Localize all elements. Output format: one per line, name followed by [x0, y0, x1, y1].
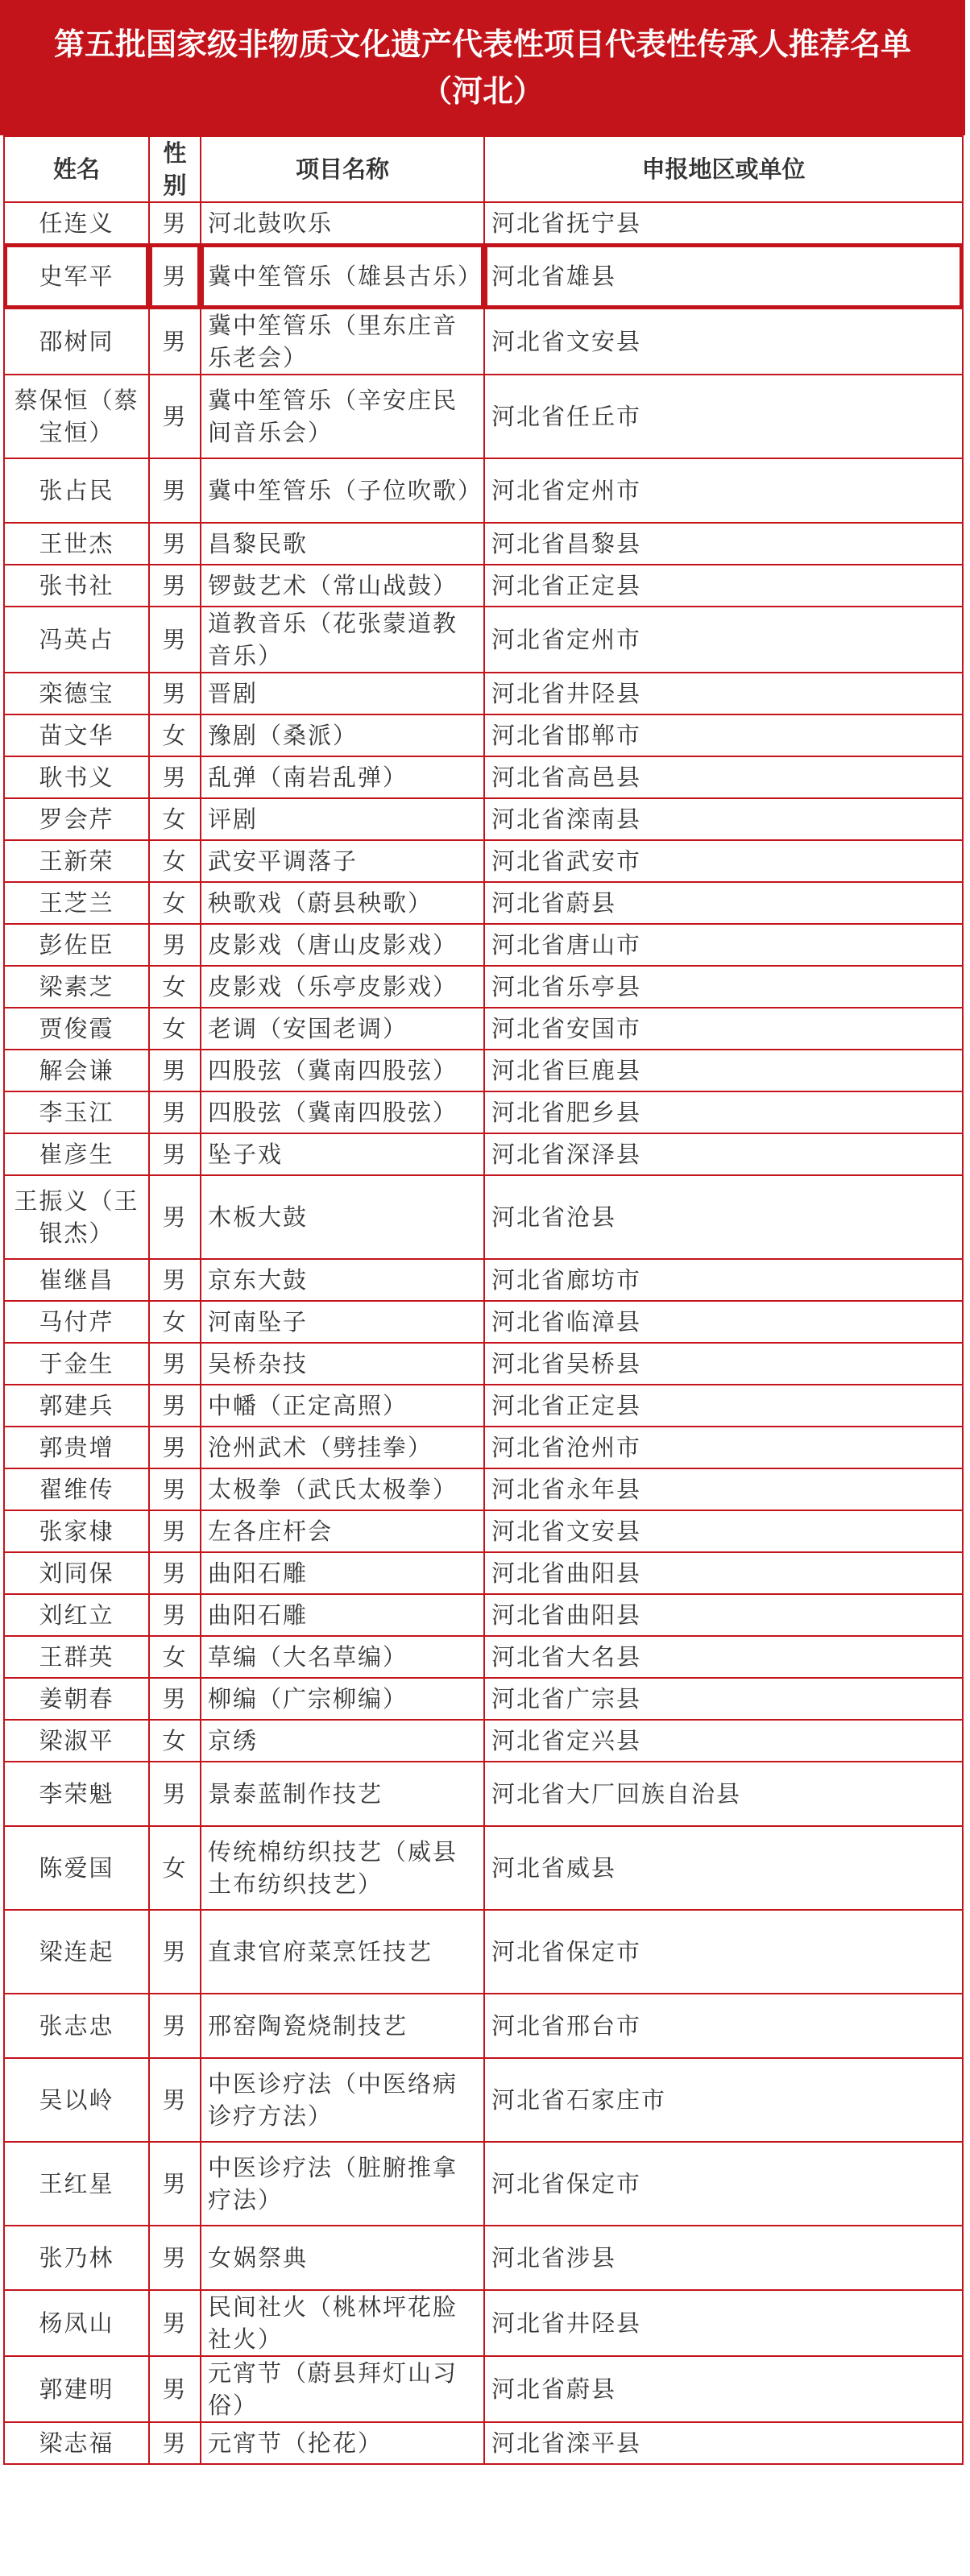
cell-project: 皮影戏（唐山皮影戏） [201, 924, 484, 966]
cell-region: 河北省文安县 [484, 309, 963, 375]
cell-gender: 男 [149, 565, 201, 607]
cell-project: 曲阳石雕 [201, 1594, 484, 1636]
table-row [4, 1050, 963, 1091]
cell-gender: 男 [149, 1510, 201, 1552]
cell-name: 翟维传 [4, 1468, 149, 1510]
cell-project: 晋剧 [201, 673, 484, 714]
cell-region: 河北省唐山市 [484, 924, 963, 966]
cell-gender: 男 [149, 1343, 201, 1385]
table-row [4, 309, 963, 375]
cell-region: 河北省大名县 [484, 1636, 963, 1678]
cell-gender: 男 [149, 1091, 201, 1133]
cell-gender: 男 [149, 375, 201, 458]
page-title [0, 0, 965, 135]
cell-project: 景泰蓝制作技艺 [201, 1762, 484, 1826]
cell-name: 史军平 [4, 244, 149, 309]
cell-project: 太极拳（武氏太极拳） [201, 1468, 484, 1510]
cell-gender: 男 [149, 1468, 201, 1510]
cell-region: 河北省肥乡县 [484, 1091, 963, 1133]
table-row [4, 1594, 963, 1636]
table-row [4, 375, 963, 458]
cell-name: 贾俊霞 [4, 1008, 149, 1050]
cell-name: 耿书义 [4, 756, 149, 798]
cell-region: 河北省昌黎县 [484, 523, 963, 565]
cell-gender: 男 [149, 673, 201, 714]
cell-project: 武安平调落子 [201, 840, 484, 882]
cell-name: 吴以岭 [4, 2058, 149, 2142]
cell-name: 梁志福 [4, 2422, 149, 2464]
cell-region: 河北省邢台市 [484, 1994, 963, 2058]
cell-name: 张占民 [4, 458, 149, 523]
cell-project: 京东大鼓 [201, 1259, 484, 1301]
cell-project: 锣鼓艺术（常山战鼓） [201, 565, 484, 607]
cell-name: 罗会芹 [4, 798, 149, 840]
cell-name: 彭佐臣 [4, 924, 149, 966]
cell-gender: 男 [149, 2422, 201, 2464]
table-row [4, 1468, 963, 1510]
cell-region: 河北省临漳县 [484, 1301, 963, 1343]
cell-name: 崔继昌 [4, 1259, 149, 1301]
cell-name: 郭建兵 [4, 1385, 149, 1427]
cell-gender: 女 [149, 1720, 201, 1762]
table-row [4, 1762, 963, 1826]
cell-project: 中幡（正定高照） [201, 1385, 484, 1427]
table-row [4, 1343, 963, 1385]
table-row [4, 1826, 963, 1910]
cell-region: 河北省定州市 [484, 458, 963, 523]
cell-gender: 男 [149, 1678, 201, 1720]
cell-region: 河北省抚宁县 [484, 202, 963, 244]
cell-region: 河北省保定市 [484, 2142, 963, 2226]
table-row [4, 565, 963, 607]
cell-gender: 男 [149, 756, 201, 798]
cell-region: 河北省曲阳县 [484, 1552, 963, 1594]
cell-gender: 男 [149, 1552, 201, 1594]
cell-project: 秧歌戏（蔚县秧歌） [201, 882, 484, 924]
table-row [4, 2226, 963, 2290]
cell-region: 河北省永年县 [484, 1468, 963, 1510]
cell-gender: 男 [149, 607, 201, 673]
table-row [4, 2142, 963, 2226]
cell-gender: 男 [149, 1385, 201, 1427]
cell-name: 梁素芝 [4, 966, 149, 1008]
cell-project: 河南坠子 [201, 1301, 484, 1343]
cell-gender: 男 [149, 458, 201, 523]
cell-project: 女娲祭典 [201, 2226, 484, 2290]
cell-project: 老调（安国老调） [201, 1008, 484, 1050]
cell-project: 冀中笙管乐（里东庄音乐老会） [201, 309, 484, 375]
cell-region: 河北省大厂回族自治县 [484, 1762, 963, 1826]
table-row [4, 1427, 963, 1468]
table-row [4, 523, 963, 565]
cell-region: 河北省任丘市 [484, 375, 963, 458]
cell-region: 河北省保定市 [484, 1910, 963, 1994]
cell-name: 张乃林 [4, 2226, 149, 2290]
cell-name: 王红星 [4, 2142, 149, 2226]
cell-name: 马付芹 [4, 1301, 149, 1343]
cell-region: 河北省涉县 [484, 2226, 963, 2290]
cell-gender: 男 [149, 1910, 201, 1994]
cell-gender: 男 [149, 523, 201, 565]
cell-name: 冯英占 [4, 607, 149, 673]
cell-region: 河北省滦平县 [484, 2422, 963, 2464]
cell-gender: 男 [149, 2058, 201, 2142]
cell-project: 中医诊疗法（中医络病诊疗方法） [201, 2058, 484, 2142]
inheritor-table [3, 135, 964, 2465]
header-project: 项目名称 [201, 136, 484, 202]
cell-name: 梁淑平 [4, 1720, 149, 1762]
cell-name: 刘红立 [4, 1594, 149, 1636]
cell-project: 曲阳石雕 [201, 1552, 484, 1594]
cell-region: 河北省乐亭县 [484, 966, 963, 1008]
cell-region: 河北省邯郸市 [484, 714, 963, 756]
cell-project: 直隶官府菜烹饪技艺 [201, 1910, 484, 1994]
cell-gender: 男 [149, 2356, 201, 2422]
cell-name: 张家棣 [4, 1510, 149, 1552]
cell-name: 任连义 [4, 202, 149, 244]
cell-project: 元宵节（蔚县拜灯山习俗） [201, 2356, 484, 2422]
cell-project: 邢窑陶瓷烧制技艺 [201, 1994, 484, 2058]
cell-region: 河北省雄县 [484, 244, 963, 309]
cell-project: 四股弦（冀南四股弦） [201, 1050, 484, 1091]
cell-project: 左各庄杆会 [201, 1510, 484, 1552]
table-row [4, 2356, 963, 2422]
table-row [4, 966, 963, 1008]
cell-gender: 男 [149, 2290, 201, 2356]
cell-name: 郭建明 [4, 2356, 149, 2422]
cell-gender: 男 [149, 1133, 201, 1175]
cell-gender: 女 [149, 1301, 201, 1343]
table-row [4, 1510, 963, 1552]
table-row [4, 2058, 963, 2142]
cell-project: 冀中笙管乐（辛安庄民间音乐会） [201, 375, 484, 458]
cell-gender: 男 [149, 2142, 201, 2226]
cell-gender: 男 [149, 1762, 201, 1826]
title-line-1: 第五批国家级非物质文化遗产代表性项目代表性传承人推荐名单 [53, 27, 911, 62]
table-row [4, 798, 963, 840]
cell-gender: 男 [149, 1427, 201, 1468]
cell-name: 李玉江 [4, 1091, 149, 1133]
cell-name: 陈爱国 [4, 1826, 149, 1910]
cell-gender: 女 [149, 1636, 201, 1678]
cell-name: 苗文华 [4, 714, 149, 756]
cell-name: 张志忠 [4, 1994, 149, 2058]
cell-name: 崔彦生 [4, 1133, 149, 1175]
cell-project: 柳编（广宗柳编） [201, 1678, 484, 1720]
cell-name: 栾德宝 [4, 673, 149, 714]
cell-gender: 女 [149, 714, 201, 756]
cell-project: 中医诊疗法（脏腑推拿疗法） [201, 2142, 484, 2226]
table-row [4, 2422, 963, 2464]
table-row [4, 714, 963, 756]
cell-project: 吴桥杂技 [201, 1343, 484, 1385]
cell-name: 王群英 [4, 1636, 149, 1678]
table-row [4, 244, 963, 309]
table-row [4, 1720, 963, 1762]
cell-project: 皮影戏（乐亭皮影戏） [201, 966, 484, 1008]
cell-project: 四股弦（冀南四股弦） [201, 1091, 484, 1133]
cell-project: 豫剧（桑派） [201, 714, 484, 756]
cell-project: 民间社火（桃林坪花脸社火） [201, 2290, 484, 2356]
table-header-row [4, 136, 963, 202]
cell-name: 于金生 [4, 1343, 149, 1385]
cell-region: 河北省石家庄市 [484, 2058, 963, 2142]
table-row [4, 1910, 963, 1994]
cell-project: 冀中笙管乐（子位吹歌） [201, 458, 484, 523]
cell-gender: 男 [149, 309, 201, 375]
header-name: 姓名 [4, 136, 149, 202]
table-body [4, 202, 963, 2464]
cell-project: 沧州武术（劈挂拳） [201, 1427, 484, 1468]
cell-project: 元宵节（抡花） [201, 2422, 484, 2464]
table-row [4, 1385, 963, 1427]
table-row [4, 2290, 963, 2356]
cell-name: 姜朝春 [4, 1678, 149, 1720]
cell-region: 河北省吴桥县 [484, 1343, 963, 1385]
cell-region: 河北省巨鹿县 [484, 1050, 963, 1091]
table-row [4, 1678, 963, 1720]
cell-gender: 男 [149, 2226, 201, 2290]
cell-region: 河北省高邑县 [484, 756, 963, 798]
table-row [4, 1636, 963, 1678]
cell-region: 河北省正定县 [484, 565, 963, 607]
cell-gender: 女 [149, 840, 201, 882]
title-line-2: （河北） [421, 73, 544, 109]
cell-name: 蔡保恒（蔡宝恒） [4, 375, 149, 458]
cell-name: 王芝兰 [4, 882, 149, 924]
cell-name: 王振义（王银杰） [4, 1175, 149, 1259]
cell-region: 河北省文安县 [484, 1510, 963, 1552]
cell-name: 张书社 [4, 565, 149, 607]
table-row [4, 840, 963, 882]
cell-name: 刘同保 [4, 1552, 149, 1594]
cell-gender: 女 [149, 1008, 201, 1050]
cell-region: 河北省井陉县 [484, 673, 963, 714]
cell-gender: 女 [149, 966, 201, 1008]
cell-gender: 男 [149, 1594, 201, 1636]
table-row [4, 756, 963, 798]
cell-region: 河北省廊坊市 [484, 1259, 963, 1301]
cell-project: 道教音乐（花张蒙道教音乐） [201, 607, 484, 673]
table-row [4, 1259, 963, 1301]
table-row [4, 924, 963, 966]
header-gender: 性别 [149, 136, 201, 202]
cell-region: 河北省深泽县 [484, 1133, 963, 1175]
table-row [4, 1091, 963, 1133]
cell-gender: 男 [149, 1994, 201, 2058]
table-row [4, 202, 963, 244]
cell-name: 解会谦 [4, 1050, 149, 1091]
cell-gender: 女 [149, 882, 201, 924]
cell-gender: 男 [149, 1050, 201, 1091]
cell-project: 乱弹（南岩乱弹） [201, 756, 484, 798]
cell-name: 王新荣 [4, 840, 149, 882]
cell-name: 王世杰 [4, 523, 149, 565]
table-row [4, 882, 963, 924]
cell-gender: 男 [149, 202, 201, 244]
cell-region: 河北省定兴县 [484, 1720, 963, 1762]
table-row [4, 1008, 963, 1050]
cell-gender: 女 [149, 1826, 201, 1910]
cell-region: 河北省正定县 [484, 1385, 963, 1427]
cell-region: 河北省武安市 [484, 840, 963, 882]
cell-region: 河北省井陉县 [484, 2290, 963, 2356]
table-row [4, 1133, 963, 1175]
table-row [4, 673, 963, 714]
cell-region: 河北省沧州市 [484, 1427, 963, 1468]
cell-region: 河北省滦南县 [484, 798, 963, 840]
cell-project: 昌黎民歌 [201, 523, 484, 565]
table-row [4, 1994, 963, 2058]
cell-gender: 男 [149, 1259, 201, 1301]
cell-region: 河北省曲阳县 [484, 1594, 963, 1636]
cell-name: 梁连起 [4, 1910, 149, 1994]
cell-project: 河北鼓吹乐 [201, 202, 484, 244]
cell-gender: 男 [149, 1175, 201, 1259]
cell-project: 坠子戏 [201, 1133, 484, 1175]
cell-project: 京绣 [201, 1720, 484, 1762]
cell-name: 李荣魁 [4, 1762, 149, 1826]
cell-region: 河北省威县 [484, 1826, 963, 1910]
table-row [4, 607, 963, 673]
cell-name: 郭贵增 [4, 1427, 149, 1468]
cell-region: 河北省蔚县 [484, 882, 963, 924]
cell-region: 河北省沧县 [484, 1175, 963, 1259]
cell-project: 冀中笙管乐（雄县古乐） [201, 244, 484, 309]
header-region: 申报地区或单位 [484, 136, 963, 202]
cell-project: 评剧 [201, 798, 484, 840]
cell-gender: 女 [149, 798, 201, 840]
cell-project: 木板大鼓 [201, 1175, 484, 1259]
cell-name: 杨凤山 [4, 2290, 149, 2356]
cell-project: 传统棉纺织技艺（威县土布纺织技艺） [201, 1826, 484, 1910]
table-row [4, 1301, 963, 1343]
table-row [4, 1175, 963, 1259]
cell-project: 草编（大名草编） [201, 1636, 484, 1678]
cell-region: 河北省广宗县 [484, 1678, 963, 1720]
cell-region: 河北省蔚县 [484, 2356, 963, 2422]
cell-region: 河北省定州市 [484, 607, 963, 673]
cell-gender: 男 [149, 244, 201, 309]
cell-region: 河北省安国市 [484, 1008, 963, 1050]
table-row [4, 458, 963, 523]
cell-gender: 男 [149, 924, 201, 966]
table-row [4, 1552, 963, 1594]
cell-name: 邵树同 [4, 309, 149, 375]
